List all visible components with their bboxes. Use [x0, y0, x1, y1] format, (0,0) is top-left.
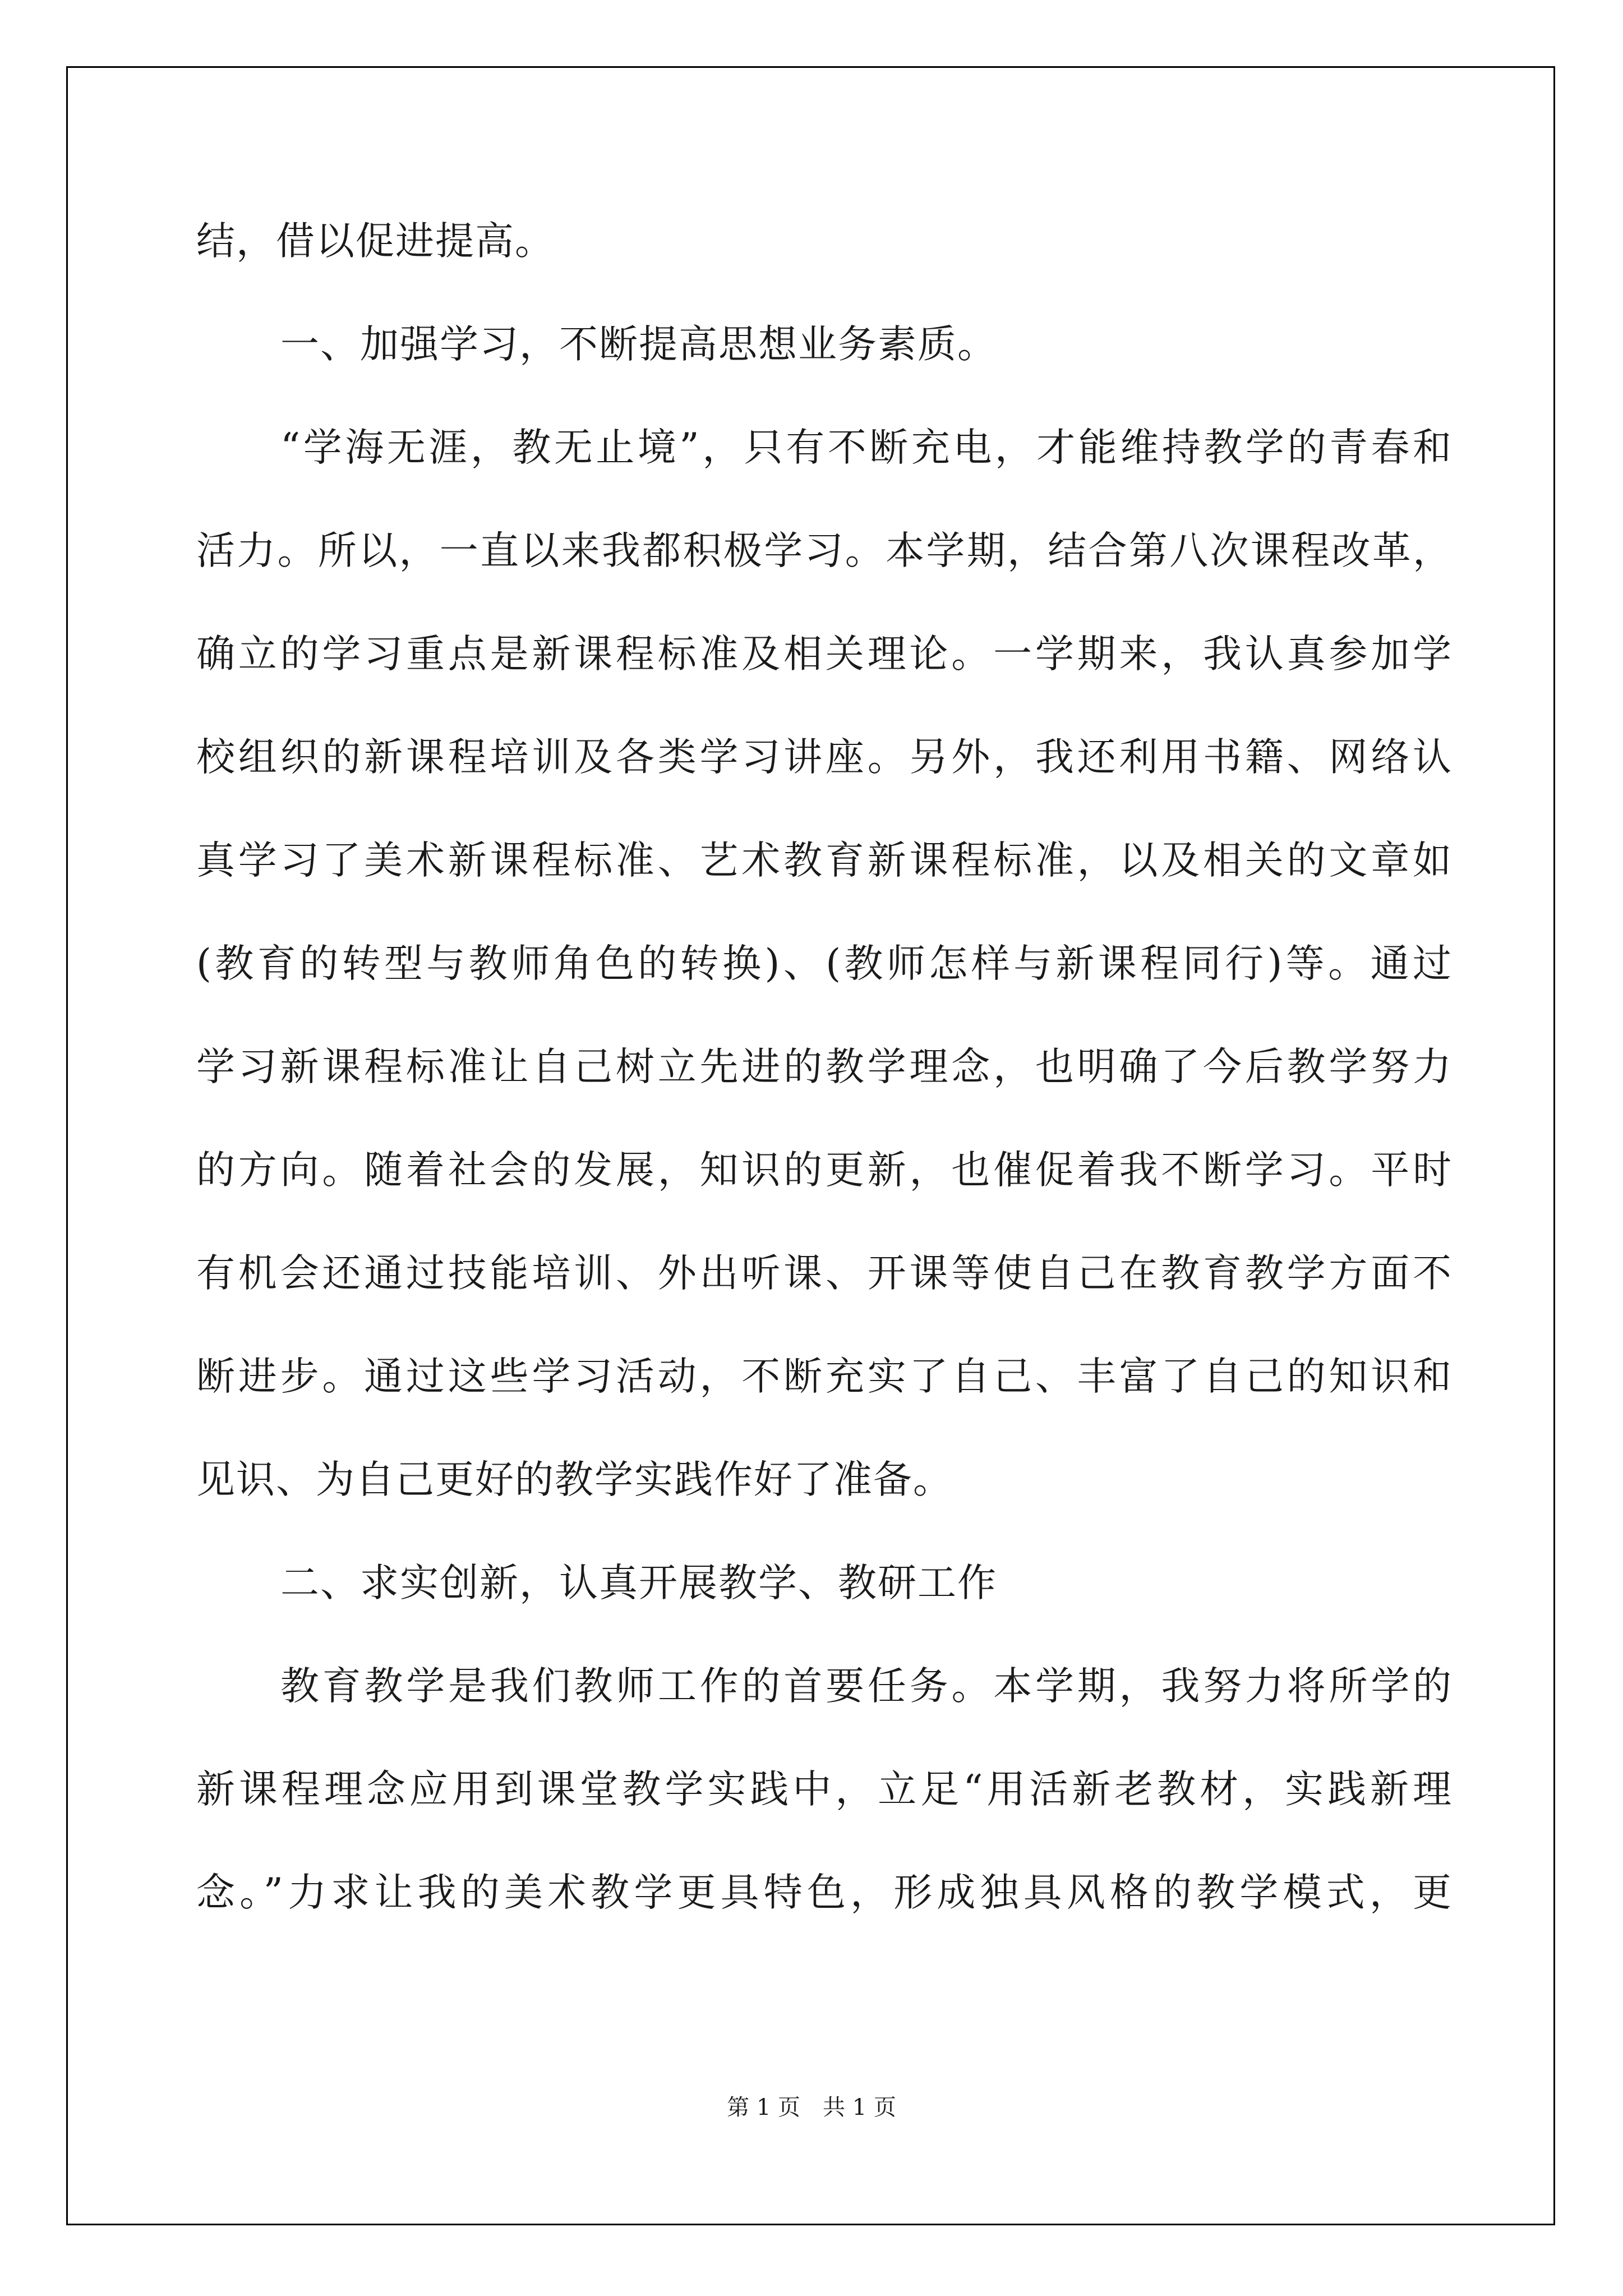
- heading-one: 一、加强学习，不断提高思想业务素质。: [280, 322, 997, 367]
- text-line-6: 校组织的新课程培训及各类学习讲座。另外，我还利用书籍、网络认: [196, 735, 1453, 780]
- text-line-8: (教育的转型与教师角色的转换)、(教师怎样与新课程同行)等。通过: [196, 941, 1453, 986]
- text-line-13: 见识、为自己更好的教学实践作好了准备。: [196, 1457, 953, 1502]
- page-number: 第 1 页 共 1 页: [727, 2095, 896, 2120]
- document-body: [196, 213, 1453, 1968]
- heading-two: 二、求实创新，认真开展教学、教研工作: [280, 1561, 997, 1605]
- text-line-16: 新课程理念应用到课堂教学实践中，立足“用活新老教材，实践新理: [196, 1767, 1453, 1812]
- text-line-7: 真学习了美术新课程标准、艺术教育新课程标准，以及相关的文章如: [196, 838, 1453, 883]
- text-line-12: 断进步。通过这些学习活动，不断充实了自己、丰富了自己的知识和: [196, 1354, 1453, 1399]
- text-line-11: 有机会还通过技能培训、外出听课、开课等使自己在教育教学方面不: [196, 1251, 1453, 1296]
- text-line-15: 教育教学是我们教师工作的首要任务。本学期，我努力将所学的: [280, 1664, 1453, 1709]
- text-line-3: “学海无涯，教无止境”，只有不断充电，才能维持教学的青春和: [280, 425, 1453, 470]
- text-line-9: 学习新课程标准让自己树立先进的教学理念，也明确了今后教学努力: [196, 1045, 1453, 1089]
- text-line-10: 的方向。随着社会的发展，知识的更新，也催促着我不断学习。平时: [196, 1148, 1453, 1193]
- text-line-4: 活力。所以，一直以来我都积极学习。本学期，结合第八次课程改革，: [196, 528, 1453, 573]
- text-line-17: 念。”力求让我的美术教学更具特色，形成独具风格的教学模式，更: [196, 1870, 1453, 1915]
- text-line-1: 结，借以促进提高。: [196, 219, 555, 264]
- text-line-5: 确立的学习重点是新课程标准及相关理论。一学期来，我认真参加学: [196, 632, 1453, 677]
